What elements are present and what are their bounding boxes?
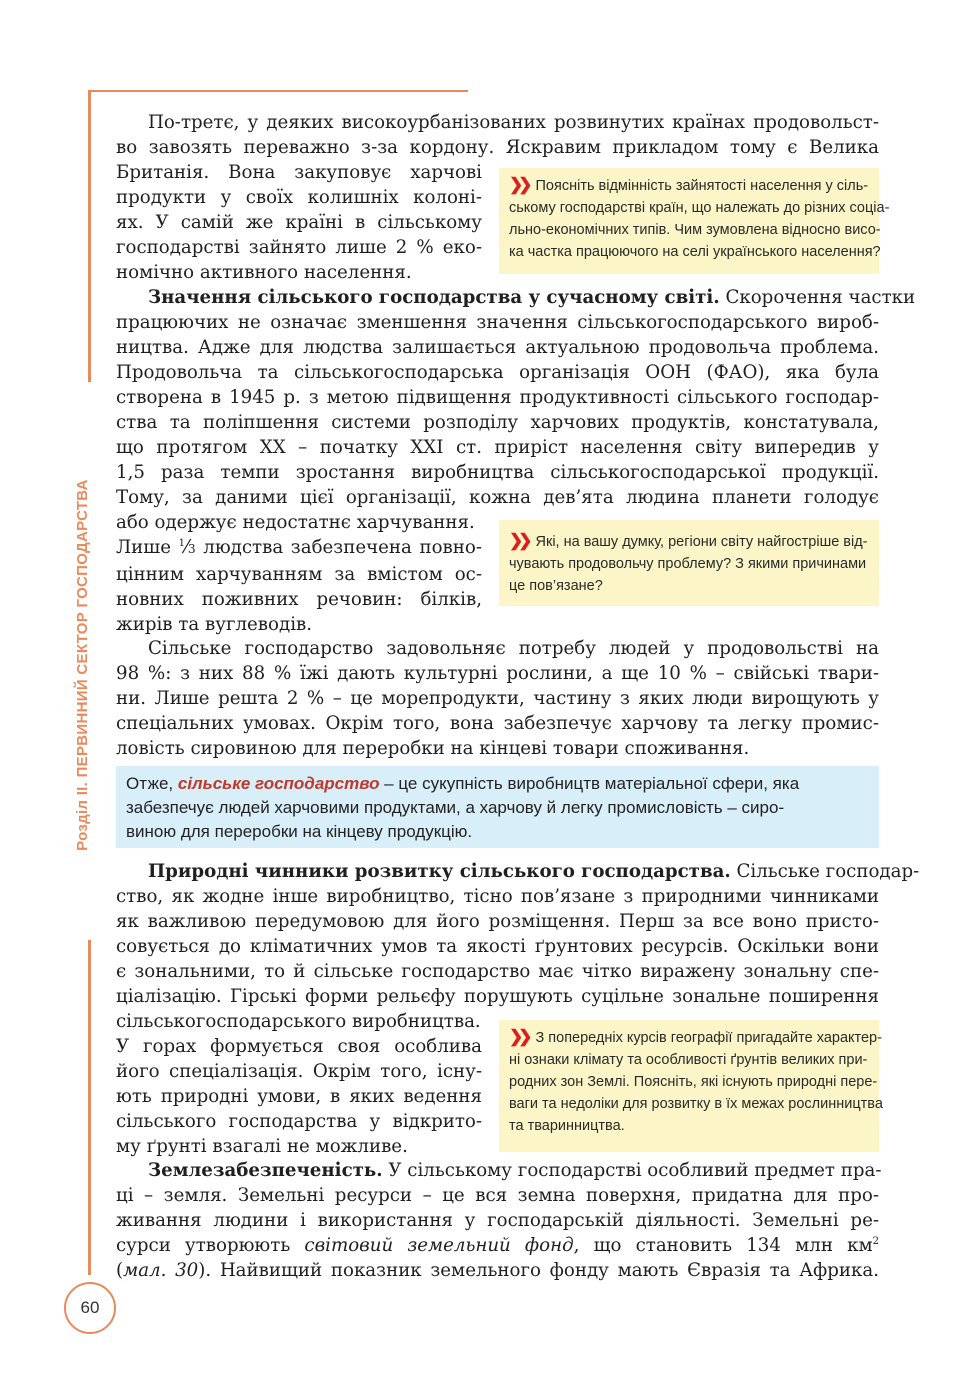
question-box-2: ❯❯ Які, на вашу думку, регіони світу найгостріше від- чувають продовольчу проблему? З якими причинами це пов’язане? xyxy=(499,520,879,606)
paragraph-2: Значення сільського господарства у сучасному світі. Скорочення частки працюючих не означає зменшення значення сільськогосподарського вироб- ництва. Адже для людства залишається актуальною продовольча проблема. Продовольча та сільськогосподарська організація ООН (ФАО), яка була створена в 1945 р. з метою підвищення продуктивності сільського господар- ства та поліпшення системи розподілу харчових продуктів, констатувала, що протягом ХХ – початку ХХІ ст. приріст населення світу випередив у 1,5 раза темпи зростання виробництва сільськогосподарської продукції. Тому, за даними цієї організації, кожна дев’ята людина планети голодує xyxy=(116,287,916,508)
heading-agriculture-significance: Значення сільського господарства у сучасному світі. xyxy=(148,287,720,308)
paragraph-5: Землезабезпеченість. У сільському господарстві особливий предмет пра- ці – земля. Земельні ресурси – це вся земна поверхня, придатна для про- живання людини і використання у господарській діяльності. Земельні ре- сурси утворюють світовий земельний фонд, що становить 134 млн $км^2$ (мал. 30). Найвищий показник земельного фонду мають Євразія та Африка. xyxy=(116,1160,882,1281)
chevron-right-icon: ❯❯ xyxy=(509,531,528,550)
section-side-label: Розділ ІІ. ПЕРВИННИЙ СЕКТОР ГОСПОДАРСТВА xyxy=(74,479,91,851)
decorative-top-rule xyxy=(88,90,468,92)
question-box-1: ❯❯ Поясніть відмінність зайнятості населення у сіль- ському господарстві країн, що належать до різних соціа- льно-економічних типів. Чим зумовлена відносно висо- ка частка працюючого на селі українського населення? xyxy=(499,168,879,274)
paragraph-1-narrow: Британія. Вона закуповує харчові продукти у своїх колишніх колоні- ях. У самій же країні в сільському господарстві зайнято лише 2 % еко- номічно активного населення. xyxy=(116,162,482,283)
chevron-right-icon: ❯❯ xyxy=(509,175,528,194)
definition-box: Отже, сільське господарство – це сукупність виробництв матеріальної сфери, яка забезпечує людей харчовими продуктами, а харчову й легку промисловість – сиро- виною для переробки на кінцеву продукцію. xyxy=(116,766,879,848)
paragraph-1: По-третє, у деяких високоурбанізованих розвинутих країнах продовольст- во завозять переважно з-за кордону. Яскравим прикладом тому є Велика xyxy=(116,112,879,158)
term-world-land-fund: світовий земельний фонд xyxy=(304,1235,574,1256)
chevron-right-icon: ❯❯ xyxy=(509,1027,528,1046)
paragraph-4-narrow: сільськогосподарського виробництва. У горах формується своя особлива його спеціалізація. Окрім того, існу- ють природні умови, в яких ведення сільського господарства у відкрито- му ґрунті взагалі не можливе. xyxy=(116,1011,482,1157)
decorative-left-rule-bottom xyxy=(88,940,91,1275)
page-number: 60 xyxy=(64,1282,116,1334)
decorative-left-rule-top xyxy=(88,90,91,382)
paragraph-2-narrow: або одержує недостатнє харчування. Лише $^1$⁄3 людства забезпечена повно- цінним харчуванням за вмістом ос- новних поживних речовин: білків, жирів та вуглеводів. xyxy=(116,512,482,635)
heading-natural-factors: Природні чинники розвитку сільського господарства. xyxy=(148,861,731,882)
figure-reference: мал. 30 xyxy=(123,1260,199,1281)
question-box-3: ❯❯ З попередніх курсів географії пригадайте характер- ні ознаки клімату та особливості ґрунтів великих при- родних зон Землі. Поясніть, які існують природні пере- ваги та недоліки для розвитку в їх межах рослинництва та тваринництва. xyxy=(499,1020,879,1152)
heading-land-availability: Землезабезпеченість. xyxy=(148,1160,383,1181)
paragraph-3: Сільське господарство задовольняє потребу людей у продовольстві на 98 %: з них 88 % їжі дають культурні рослини, а ще 10 % – свійські твари- ни. Лише решта 2 % – це морепродукти, частину з яких люди вирощують у спеціальних умовах. Окрім того, вона забезпечує харчову та легку промис- ловість сировиною для переробки на кінцеві товари споживання. xyxy=(116,638,879,759)
definition-term: сільське господарство xyxy=(177,774,380,793)
paragraph-4: Природні чинники розвитку сільського господарства. Сільське господар- ство, як жодне інше виробництво, тісно пов’язане з природними чинниками як важливою передумовою для його розміщення. Перш за все воно присто- совується до кліматичних умов та якості ґрунтових ресурсів. Оскільки вони є зональними, то й сільське господарство має чітко виражену зональну спе- ціалізацію. Гірські форми рельєфу порушують суцільне зональне поширення xyxy=(116,861,920,1007)
